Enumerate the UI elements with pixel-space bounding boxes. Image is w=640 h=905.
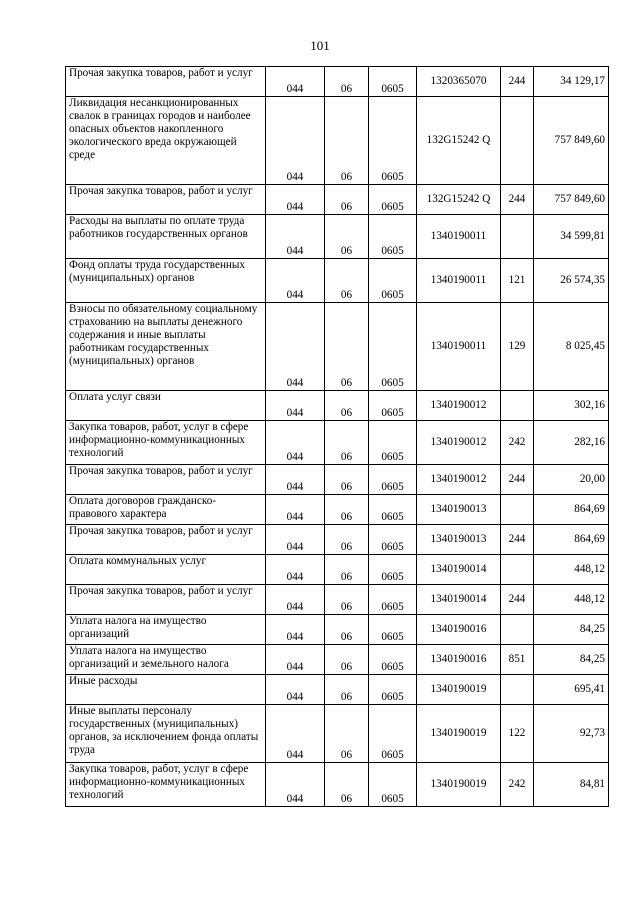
cell-expense-type: 129 — [501, 303, 534, 391]
table-row — [66, 215, 609, 259]
cell-name: Прочая закупка товаров, работ и услуг — [66, 67, 266, 97]
cell-target-article: 1340190013 — [417, 525, 501, 555]
cell-expense-type — [501, 97, 534, 185]
cell-expense-type: 244 — [501, 585, 534, 615]
cell-name: Оплата договоров гражданско-правового характера — [66, 495, 266, 525]
cell-subsection-code: 0605 — [369, 763, 417, 807]
cell-expense-type — [501, 555, 534, 585]
cell-amount: 695,41 — [534, 675, 609, 705]
cell-name: Уплата налога на имущество организаций — [66, 615, 266, 645]
cell-amount: 84,25 — [534, 615, 609, 645]
cell-expense-type — [501, 215, 534, 259]
cell-target-article: 1340190011 — [417, 303, 501, 391]
cell-section-code: 06 — [325, 215, 369, 259]
cell-amount: 302,16 — [534, 391, 609, 421]
cell-subsection-code: 0605 — [369, 259, 417, 303]
cell-amount: 757 849,60 — [534, 185, 609, 215]
cell-ved-code: 044 — [266, 675, 325, 705]
budget-table — [65, 66, 609, 807]
cell-amount: 34 599,81 — [534, 215, 609, 259]
cell-section-code: 06 — [325, 525, 369, 555]
cell-name: Уплата налога на имущество организаций и земельного налога — [66, 645, 266, 675]
cell-section-code: 06 — [325, 763, 369, 807]
table-row — [66, 185, 609, 215]
cell-amount: 26 574,35 — [534, 259, 609, 303]
cell-subsection-code: 0605 — [369, 67, 417, 97]
cell-amount: 448,12 — [534, 585, 609, 615]
cell-subsection-code: 0605 — [369, 303, 417, 391]
cell-target-article: 132G15242 Q — [417, 185, 501, 215]
cell-subsection-code: 0605 — [369, 555, 417, 585]
cell-subsection-code: 0605 — [369, 585, 417, 615]
cell-section-code: 06 — [325, 303, 369, 391]
table-row — [66, 495, 609, 525]
cell-expense-type: 122 — [501, 705, 534, 763]
table-row — [66, 67, 609, 97]
cell-amount: 8 025,45 — [534, 303, 609, 391]
cell-amount: 20,00 — [534, 465, 609, 495]
cell-expense-type: 851 — [501, 645, 534, 675]
cell-subsection-code: 0605 — [369, 185, 417, 215]
cell-ved-code: 044 — [266, 391, 325, 421]
cell-name: Оплата коммунальных услуг — [66, 555, 266, 585]
cell-name: Прочая закупка товаров, работ и услуг — [66, 185, 266, 215]
cell-ved-code: 044 — [266, 465, 325, 495]
cell-name: Расходы на выплаты по оплате труда работников государственных органов — [66, 215, 266, 259]
table-row — [66, 97, 609, 185]
cell-ved-code: 044 — [266, 215, 325, 259]
cell-expense-type — [501, 495, 534, 525]
cell-section-code: 06 — [325, 185, 369, 215]
table-row — [66, 421, 609, 465]
table-row — [66, 615, 609, 645]
cell-name: Прочая закупка товаров, работ и услуг — [66, 585, 266, 615]
cell-subsection-code: 0605 — [369, 391, 417, 421]
cell-section-code: 06 — [325, 67, 369, 97]
cell-expense-type — [501, 391, 534, 421]
table-row — [66, 391, 609, 421]
cell-name: Закупка товаров, работ, услуг в сфере информационно-коммуникационных технологий — [66, 421, 266, 465]
cell-ved-code: 044 — [266, 763, 325, 807]
cell-section-code: 06 — [325, 585, 369, 615]
cell-section-code: 06 — [325, 495, 369, 525]
cell-subsection-code: 0605 — [369, 465, 417, 495]
table-body — [66, 67, 609, 807]
cell-section-code: 06 — [325, 421, 369, 465]
cell-target-article: 1340190012 — [417, 391, 501, 421]
cell-ved-code: 044 — [266, 615, 325, 645]
table-row — [66, 645, 609, 675]
cell-name: Закупка товаров, работ, услуг в сфере информационно-коммуникационных технологий — [66, 763, 266, 807]
table-row — [66, 303, 609, 391]
cell-expense-type: 244 — [501, 67, 534, 97]
cell-ved-code: 044 — [266, 67, 325, 97]
cell-section-code: 06 — [325, 645, 369, 675]
cell-amount: 34 129,17 — [534, 67, 609, 97]
cell-ved-code: 044 — [266, 259, 325, 303]
cell-ved-code: 044 — [266, 645, 325, 675]
cell-target-article: 1340190014 — [417, 555, 501, 585]
cell-target-article: 1340190011 — [417, 259, 501, 303]
cell-ved-code: 044 — [266, 525, 325, 555]
table-row — [66, 465, 609, 495]
cell-ved-code: 044 — [266, 97, 325, 185]
cell-section-code: 06 — [325, 97, 369, 185]
cell-ved-code: 044 — [266, 585, 325, 615]
cell-amount: 92,73 — [534, 705, 609, 763]
table-row — [66, 259, 609, 303]
cell-name: Ликвидация несанкционированных свалок в границах городов и наиболее опасных объектов накопленного экологического вреда окружающей среде — [66, 97, 266, 185]
table-row — [66, 763, 609, 807]
cell-target-article: 1340190014 — [417, 585, 501, 615]
cell-target-article: 1340190012 — [417, 421, 501, 465]
cell-target-article: 1320365070 — [417, 67, 501, 97]
cell-subsection-code: 0605 — [369, 525, 417, 555]
cell-target-article: 132G15242 Q — [417, 97, 501, 185]
cell-target-article: 1340190011 — [417, 215, 501, 259]
cell-section-code: 06 — [325, 259, 369, 303]
cell-expense-type: 244 — [501, 525, 534, 555]
cell-expense-type: 244 — [501, 465, 534, 495]
cell-amount: 282,16 — [534, 421, 609, 465]
cell-ved-code: 044 — [266, 421, 325, 465]
cell-amount: 864,69 — [534, 525, 609, 555]
cell-subsection-code: 0605 — [369, 705, 417, 763]
cell-ved-code: 044 — [266, 303, 325, 391]
cell-target-article: 1340190016 — [417, 645, 501, 675]
table-row — [66, 705, 609, 763]
cell-section-code: 06 — [325, 675, 369, 705]
cell-ved-code: 044 — [266, 185, 325, 215]
cell-section-code: 06 — [325, 555, 369, 585]
cell-name: Прочая закупка товаров, работ и услуг — [66, 525, 266, 555]
cell-target-article: 1340190019 — [417, 675, 501, 705]
cell-amount: 84,81 — [534, 763, 609, 807]
cell-expense-type: 242 — [501, 421, 534, 465]
cell-target-article: 1340190019 — [417, 763, 501, 807]
cell-section-code: 06 — [325, 465, 369, 495]
cell-subsection-code: 0605 — [369, 675, 417, 705]
cell-expense-type: 244 — [501, 185, 534, 215]
cell-target-article: 1340190019 — [417, 705, 501, 763]
cell-expense-type — [501, 615, 534, 645]
cell-expense-type: 242 — [501, 763, 534, 807]
cell-subsection-code: 0605 — [369, 97, 417, 185]
cell-name: Прочая закупка товаров, работ и услуг — [66, 465, 266, 495]
cell-target-article: 1340190013 — [417, 495, 501, 525]
cell-subsection-code: 0605 — [369, 495, 417, 525]
cell-amount: 448,12 — [534, 555, 609, 585]
cell-subsection-code: 0605 — [369, 215, 417, 259]
cell-name: Иные выплаты персоналу государственных (муниципальных) органов, за исключением фонда оплаты труда — [66, 705, 266, 763]
cell-subsection-code: 0605 — [369, 421, 417, 465]
table-row — [66, 585, 609, 615]
cell-ved-code: 044 — [266, 495, 325, 525]
table-row — [66, 555, 609, 585]
cell-expense-type: 121 — [501, 259, 534, 303]
cell-ved-code: 044 — [266, 705, 325, 763]
cell-name: Иные расходы — [66, 675, 266, 705]
cell-expense-type — [501, 675, 534, 705]
cell-section-code: 06 — [325, 615, 369, 645]
table-row — [66, 675, 609, 705]
cell-target-article: 1340190012 — [417, 465, 501, 495]
cell-subsection-code: 0605 — [369, 615, 417, 645]
cell-amount: 757 849,60 — [534, 97, 609, 185]
cell-name: Фонд оплаты труда государственных (муниципальных) органов — [66, 259, 266, 303]
cell-name: Взносы по обязательному социальному страхованию на выплаты денежного содержания и иные выплаты работникам государственных (муниципальных) органов — [66, 303, 266, 391]
cell-name: Оплата услуг связи — [66, 391, 266, 421]
cell-target-article: 1340190016 — [417, 615, 501, 645]
table-row — [66, 525, 609, 555]
cell-subsection-code: 0605 — [369, 645, 417, 675]
cell-ved-code: 044 — [266, 555, 325, 585]
cell-section-code: 06 — [325, 391, 369, 421]
cell-amount: 84,25 — [534, 645, 609, 675]
cell-section-code: 06 — [325, 705, 369, 763]
page-number: 101 — [310, 38, 330, 53]
cell-amount: 864,69 — [534, 495, 609, 525]
